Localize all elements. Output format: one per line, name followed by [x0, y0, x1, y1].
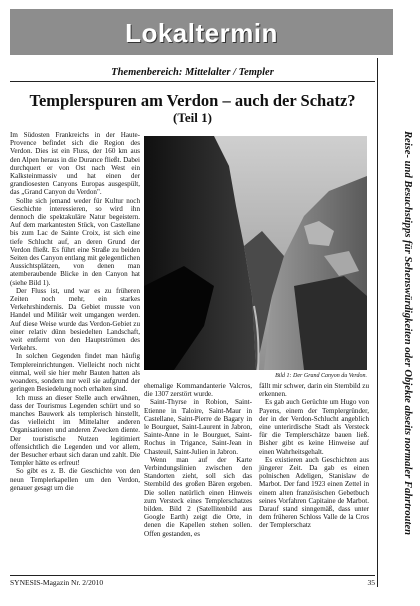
topic-label: Themenbereich: Mittelalter / Templer [111, 67, 274, 78]
text-column-1 [10, 131, 140, 492]
paragraph: Im Südosten Frankreichs in der Haute-Provence befindet sich die Region des Verdon. Dies ist ein Fluss, der 160 km aus den Alpen heraus in die Durance fließt. Dabei durchquert er von Ost nach West ein Kalksteinmassiv und hat einen der grandiosesten Canyons Europas ausgespült, das „Grand Canyon du Verdon". [10, 131, 141, 197]
header-band [10, 9, 393, 55]
paragraph: Der Fluss ist, und war es zu früheren Zeiten noch mehr, ein starkes Verkehrshindernis. Da Gebiet musste von Handel und Militär weit umgangen werden. Auf diese Weise wurde das Verdon-Gebiet zu einer relativ dünn besiedelten Landschaft, weit entfernt von den Hauptströmen des Verkehrs. [10, 286, 140, 353]
paragraph: ehemalige Kommandanterie Valcros, die 1307 zerstört wurde. [144, 382, 252, 399]
paragraph: fällt mir schwer, darin ein Sternbild zu erkennen. [259, 382, 369, 399]
divider [10, 81, 375, 82]
paragraph: Es existieren auch Geschichten aus jüngerer Zeit. Da gab es einen polnischen Adeligen, Stanislaw de Marbot. Der fand 1923 einen Zettel in einem alten französischen Gebetbuch seines Vorfahren Capitaine de Marbot. Darauf stand sinngemäß, dass unter dem früheren Schloss Valle de la Cros der Templerschatz [259, 455, 369, 530]
paragraph: Ich muss an dieser Stelle auch erwähnen, dass der Tourismus Legenden schürt und so manches Bauwerk als templerisch hinstellt, das vielleicht im Mittelalter anderen Organisationen und anderen Zwecken diente. Der touristische Nutzen legitimiert offensichtlich die Legenden und vor allem, der Besucher erbaut sich daran und zahlt. Die Templer hätte es erfreut! [10, 393, 140, 468]
paragraph: Sollte sich jemand weder für Kultur noch Geschichte interessieren, so wird ihn dennoch die spektakuläre Natur begeistern. Auf dem markantesten Stück, von Castellane bis zum Lac de Sainte Croix, ist sich eine tiefe Schlucht auf, an deren Grund der Verdon fließt. Es führt eine Straße zu beiden Seiten des Canyon entlang mit gelegentlichen Aussichtsplätzen, von denen man atemberaubende Blicke in den Canyon hat (siehe Bild 1). [10, 196, 140, 287]
photo-caption: Bild 1: Der Grand Canyon du Verdon. [275, 373, 367, 379]
sidebar-text: Reise- und Besuchstipps für Sehenswürdigkeiten oder Objekte abseits normaler Fahrtrouten [402, 130, 413, 536]
article-subtitle: (Teil 1) [173, 110, 212, 125]
sidebar [396, 60, 418, 606]
text-column-2 [144, 382, 252, 538]
canyon-photo [144, 136, 367, 370]
paragraph: In solchen Gegenden findet man häufig Templereinrichtungen. Vielleicht noch nicht einmal, weil sie hier mehr Bauten hatten als woanders, sondern nur weil sie aufgrund der geringen Besiedelung noch erhalten sind. [10, 352, 140, 394]
page-number: 35 [367, 578, 375, 587]
footer-magazine: SYNESIS-Magazin Nr. 2/2010 [10, 578, 104, 587]
text-column-3 [259, 382, 369, 530]
paragraph: So gibt es z. B. die Geschichte von den neun Templerkapellen um den Verdon, genauer gesagt um die [10, 467, 140, 492]
paragraph: Es gab auch Gerüchte um Hugo von Payens, einem der Templergründer, der in der Verdon-Schlucht angeblich eine unterirdische Stadt als Versteck für die Templerschätze bauen ließ. Bisher gibt es keine Hinweise auf einen Wahrheitsgehalt. [259, 398, 369, 456]
footer-rule [10, 575, 375, 576]
canyon-photo-image [144, 136, 367, 370]
paragraph: Wenn man auf der Karte Verbindungslinien zwischen den Standorten zieht, soll sich das Sternbild des großen Bären ergeben. Die sollen natürlich einen Hinweis zum Versteck eines Templerschatzes bilden. Bild 2 (Satellitenbild aus Google Earth) zeigt die Orte, in denen die Kapellen stehen sollen. Offen gestanden, es [144, 455, 252, 538]
paragraph: Saint-Thyrse in Robion, Saint-Etienne in Taloire, Saint-Maur in Castellane, Saint-Pierre de Bagary in le Bourguet, Saint-Laurent in Jabron, Sainte-Anne in le Bourguet, Saint-Rochus in Trigance, Saint-Jean in Chasteuil, Saint-Julien in Jabron. [144, 398, 252, 456]
article-title: Templerspuren am Verdon – auch der Schatz? [29, 91, 356, 110]
sidebar-divider [377, 58, 378, 587]
section-header-title: Lokaltermin [125, 18, 278, 48]
